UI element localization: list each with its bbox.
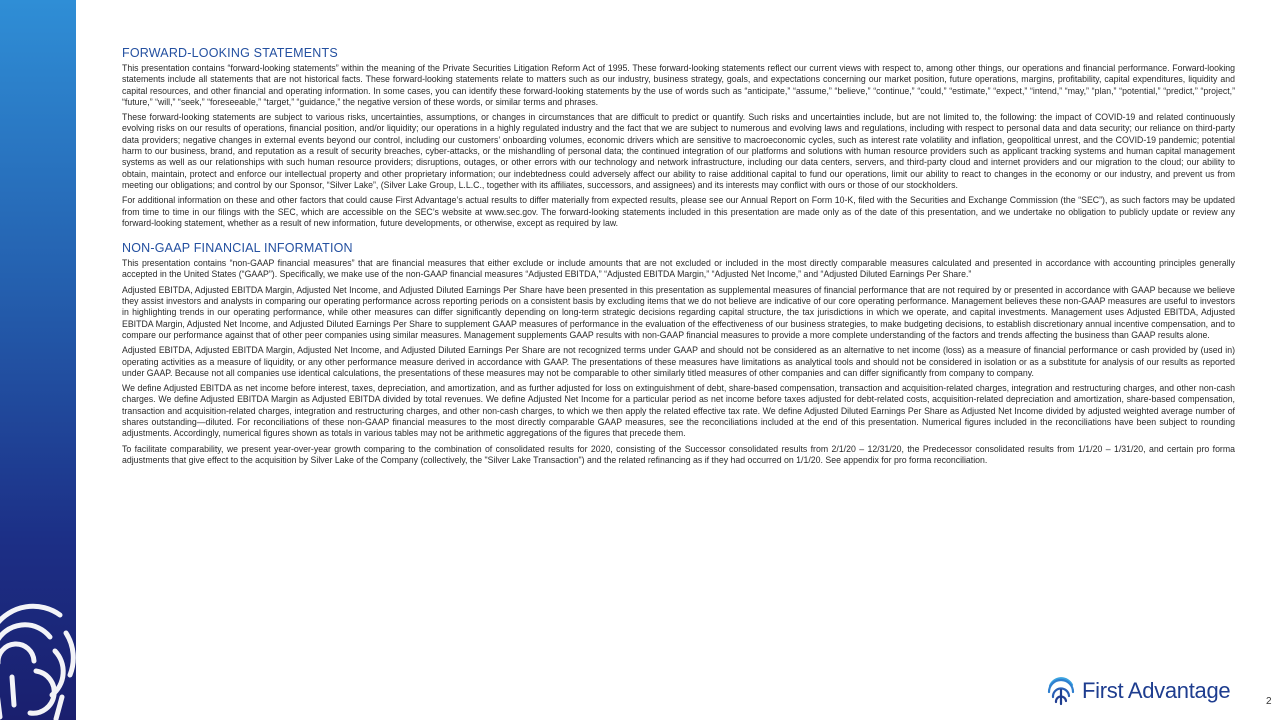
forward-looking-paragraph-2: These forward-looking statements are subject to various risks, uncertainties, assumptions, or changes in circumstances that are difficult to predict or quantify. Such risks and uncertainties include, but are not limited to, the following: the impact of COVID-19 and related continuously evolving risks on our results of operations, financial position, and/or liquidity; our operations in a highly regulated industry and the fact that we are subject to numerous and evolving laws and regulations, including with respect to personal data and data security; our reliance on third-party data providers; negative changes in external events beyond our control, including our customers’ onboarding volumes, economic drivers which are sensitive to macroeconomic cycles, such as interest rate volatility and inflation, geopolitical unrest, and the COVID-19 pandemic; potential harm to our business, brand, and reputation as a result of security breaches, cyber-attacks, or the mishandling of personal data; the continued integration of our platforms and solutions with human resource providers such as applicant tracking systems and human capital management systems as well as our relationships with such human resource providers; disruptions, outages, or other errors with our technology and network infrastructure, including our data centers, servers, and third-party cloud and internet providers and our migration to the cloud; our ability to obtain, maintain, protect and enforce our intellectual property and other proprietary information; our indebtedness could adversely affect our ability to raise additional capital to fund our operations, limit our ability to react to changes in the economy or our industry, and prevent us from meeting our obligations; and control by our Sponsor, “Silver Lake”, (Silver Lake Group, L.L.C., together with its affiliates, successors, and assignees) and its interests may conflict with ours or those of our stockholders. (122, 112, 1235, 190)
fingerprint-icon (0, 585, 76, 720)
forward-looking-paragraph-3: For additional information on these and other factors that could cause First Advantage’s actual results to differ materially from expected results, please see our Annual Report on Form 10-K, filed with the Securities and Exchange Commission (the “SEC”), as such factors may be updated from time to time in our filings with the SEC, which are accessible on the SEC’s website at www.sec.gov. The forward-looking statements included in this presentation are made only as of the date of this presentation, and we undertake no obligation to publicly update or review any forward-looking statement, whether as a result of new information, future developments, or otherwise, except as required by law. (122, 195, 1235, 228)
non-gaap-paragraph-4: We define Adjusted EBITDA as net income before interest, taxes, depreciation, and amortization, and as further adjusted for loss on extinguishment of debt, share-based compensation, transaction and acquisition-related charges, integration and restructuring charges, and other non-cash charges. We define Adjusted EBITDA Margin as Adjusted EBITDA divided by total revenues. We define Adjusted Net Income for a particular period as net income before taxes adjusted for debt-related costs, acquisition-related depreciation and amortization, share-based compensation, transaction and acquisition-related charges, integration and restructuring charges, and other non-cash charges, to which we then apply the related effective tax rate. We define Adjusted Diluted Earnings Per Share as Adjusted Net Income divided by adjusted weighted average number of shares outstanding—diluted. For reconciliations of these non-GAAP financial measures to the most directly comparable GAAP measures, see the reconciliations included at the end of this presentation. Numerical figures included in the reconciliations have been subject to rounding adjustments. Accordingly, numerical figures shown as totals in various tables may not be arithmetic aggregations of the figures that precede them. (122, 383, 1235, 439)
logo-wordmark: First Advantage (1082, 678, 1231, 703)
company-logo (1046, 674, 1230, 708)
non-gaap-heading: NON-GAAP FINANCIAL INFORMATION (122, 241, 353, 256)
disclaimer-content (122, 46, 1235, 470)
fingerprint-logo-icon (1046, 676, 1076, 706)
forward-looking-heading: FORWARD-LOOKING STATEMENTS (122, 46, 338, 60)
non-gaap-paragraph-2: Adjusted EBITDA, Adjusted EBITDA Margin, Adjusted Net Income, and Adjusted Diluted Earnings Per Share have been presented in this presentation as supplemental measures of financial performance that are not required by or presented in accordance with GAAP because we believe they assist investors and analysts in comparing our operating performance across reporting periods on a consistent basis by excluding items that we do not believe are indicative of our core operating performance. Management believes these non-GAAP measures are useful to investors in highlighting trends in our operating performance, while other measures can differ significantly depending on long-term strategic decisions regarding capital structure, the tax jurisdictions in which we operate, and capital investments. Management uses Adjusted EBITDA, Adjusted EBITDA Margin, Adjusted Net Income, and Adjusted Diluted Earnings Per Share to supplement GAAP measures of performance in the evaluation of the effectiveness of our business strategies, to make budgeting decisions, to establish discretionary annual incentive compensation, and to compare our performance against that of other peer companies using similar measures. Management supplements GAAP results with non-GAAP financial measures to provide a more complete understanding of the factors and trends affecting the business than GAAP results alone. (122, 284, 1235, 340)
decorative-sidebar (0, 0, 76, 720)
page-number: 2 (1266, 696, 1272, 707)
forward-looking-paragraph-1: This presentation contains “forward-looking statements” within the meaning of the Private Securities Litigation Reform Act of 1995. These forward-looking statements reflect our current views with respect to, among other things, our operations and financial performance. Forward-looking statements include all statements that are not historical facts. These forward-looking statements relate to matters such as our industry, business strategy, goals, and expectations concerning our market position, future operations, margins, profitability, capital expenditures, liquidity and capital resources, and other financial and operating information. In some cases, you can identify these forward-looking statements by the use of words such as “anticipate,” “assume,” “believe,” “continue,” “could,” “estimate,” “expect,” “intend,” “may,” “plan,” “potential,” “predict,” “project,” “future,” “will,” “seek,” “foreseeable,” “target,” “guidance,” the negative version of these words, or similar terms and phrases. (122, 63, 1235, 107)
non-gaap-paragraph-3: Adjusted EBITDA, Adjusted EBITDA Margin, Adjusted Net Income, and Adjusted Diluted Earnings Per Share are not recognized terms under GAAP and should not be considered as an alternative to net income (loss) as a measure of financial performance or cash provided by (used in) operating activities as a measure of liquidity, or any other performance measure derived in accordance with GAAP. The presentations of these measures have limitations as analytical tools and should not be considered in isolation or as a substitute for analysis of our results as reported under GAAP. Because not all companies use identical calculations, the presentations of these measures may not be comparable to other similarly titled measures of other companies and can differ significantly from company to company. (122, 345, 1235, 378)
non-gaap-paragraph-1: This presentation contains “non-GAAP financial measures” that are financial measures that either exclude or include amounts that are not excluded or included in the most directly comparable measures calculated and presented in accordance with accounting principles generally accepted in the United States (“GAAP”). Specifically, we make use of the non-GAAP financial measures “Adjusted EBITDA,” “Adjusted EBITDA Margin,” “Adjusted Net Income,” and “Adjusted Diluted Earnings Per Share.” (122, 258, 1235, 280)
non-gaap-paragraph-5: To facilitate comparability, we present year-over-year growth comparing to the combination of consolidated results for 2020, consisting of the Successor consolidated results from 2/1/20 – 12/31/20, the Predecessor consolidated results from 1/1/20 – 1/31/20, and certain pro forma adjustments that give effect to the acquisition by Silver Lake of the Company (collectively, the "Silver Lake Transaction") and the related refinancing as if they had occurred on 1/1/20. See appendix for pro forma reconciliation. (122, 443, 1235, 465)
